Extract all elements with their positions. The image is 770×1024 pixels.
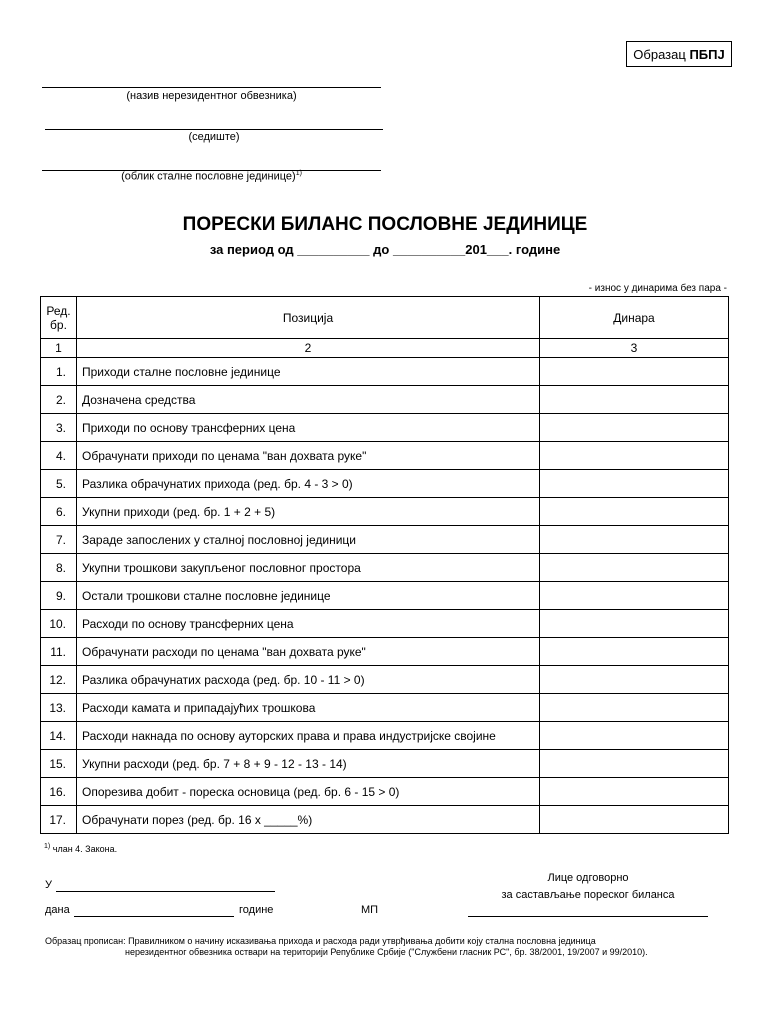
place-label: У [45,879,52,891]
table-row [41,414,729,442]
footnote-text: члан 4. Закона. [52,844,118,854]
row-number: 1. [41,358,77,386]
table-row [41,694,729,722]
row-amount-cell[interactable] [540,554,729,582]
row-number: 12. [41,666,77,694]
page-title: ПОРЕСКИ БИЛАНС ПОСЛОВНЕ ЈЕДИНИЦЕ [182,214,588,235]
row-amount-cell[interactable] [540,750,729,778]
seal-label: МП [361,904,379,916]
row-number: 7. [41,526,77,554]
row-amount-cell[interactable] [540,470,729,498]
row-amount-cell[interactable] [540,806,729,834]
row-amount-cell[interactable] [540,666,729,694]
taxpayer-name-line[interactable] [42,87,381,88]
row-position: Приходи сталне пословне јединице [77,358,540,386]
column-number-3: 3 [540,339,729,358]
row-position: Обрачунати расходи по ценама "ван дохвата руке" [77,638,540,666]
signature-line[interactable] [468,916,708,917]
form-code-badge [626,41,732,67]
row-position: Расходи камата и припадајућих трошкова [77,694,540,722]
legal-note-line2: нерезидентног обвезника оствари на територији Републике Србије ("Службени гласник РС", бр. 38/2001, 19/2007 и 99/2010). [125,947,648,957]
row-amount-cell[interactable] [540,358,729,386]
legal-note-line1: Образац прописан: Правилником о начину исказивања прихода и расхода ради утврђивања добити коју стална пословна јединица [45,936,596,946]
date-label: дана [45,904,70,916]
unit-form-caption-wrap [42,170,381,183]
row-position: Обрачунати приходи по ценама "ван дохвата руке" [77,442,540,470]
table-row [41,470,729,498]
footnote-mark: 1) [44,843,51,850]
table-row [41,554,729,582]
row-amount-cell[interactable] [540,582,729,610]
date-line[interactable] [74,916,234,917]
table-row [41,610,729,638]
responsible-line1: Лице одговорно [547,872,629,884]
table-row [41,778,729,806]
seat-caption: (седиште) [188,131,240,143]
legal-note [45,936,648,958]
row-number: 16. [41,778,77,806]
column-number-1: 1 [41,339,77,358]
form-code-prefix: Образац [633,47,686,62]
row-number: 5. [41,470,77,498]
header-amount: Динара [540,297,729,339]
row-number: 13. [41,694,77,722]
row-number: 10. [41,610,77,638]
row-amount-cell[interactable] [540,414,729,442]
row-position: Зараде запослених у сталној пословној јединици [77,526,540,554]
table-row [41,750,729,778]
seat-line[interactable] [45,129,383,130]
row-position: Дозначена средства [77,386,540,414]
row-number: 4. [41,442,77,470]
row-position: Разлика обрачунатих расхода (ред. бр. 10 - 11 > 0) [77,666,540,694]
row-position: Укупни расходи (ред. бр. 7 + 8 + 9 - 12 - 13 - 14) [77,750,540,778]
row-amount-cell[interactable] [540,386,729,414]
row-number: 6. [41,498,77,526]
table-header-row [41,297,729,339]
column-number-2: 2 [77,339,540,358]
table-row [41,358,729,386]
row-amount-cell[interactable] [540,526,729,554]
unit-form-footnote-mark: 1) [295,170,302,177]
period-line: за период од __________ до __________201___. године [209,242,561,257]
row-position: Опорезива добит - пореска основица (ред. бр. 6 - 15 > 0) [77,778,540,806]
taxpayer-name-caption: (назив нерезидентног обвезника) [126,90,297,102]
row-amount-cell[interactable] [540,694,729,722]
row-amount-cell[interactable] [540,722,729,750]
table-row [41,638,729,666]
row-number: 8. [41,554,77,582]
table-row [41,498,729,526]
responsible-line2: за састављање пореског биланса [501,889,675,901]
row-position: Приходи по основу трансферних цена [77,414,540,442]
tax-balance-table [40,296,729,834]
row-position: Расходи накнада по основу ауторских права и права индустријске својине [77,722,540,750]
place-line[interactable] [56,891,275,892]
table-row [41,386,729,414]
table-row [41,442,729,470]
row-amount-cell[interactable] [540,498,729,526]
row-number: 17. [41,806,77,834]
table-row [41,722,729,750]
header-position: Позиција [77,297,540,339]
form-code: ПБПЈ [689,47,725,62]
row-amount-cell[interactable] [540,638,729,666]
table-row [41,806,729,834]
row-position: Разлика обрачунатих прихода (ред. бр. 4 - 3 > 0) [77,470,540,498]
header-row-number: Ред. бр. [41,297,77,339]
table-row [41,582,729,610]
row-amount-cell[interactable] [540,778,729,806]
row-number: 15. [41,750,77,778]
row-position: Укупни приходи (ред. бр. 1 + 2 + 5) [77,498,540,526]
unit-form-caption: (облик сталне пословне јединице) [121,170,296,183]
row-number: 14. [41,722,77,750]
table-row [41,666,729,694]
row-position: Расходи по основу трансферних цена [77,610,540,638]
row-position: Укупни трошкови закупљеног пословног простора [77,554,540,582]
row-amount-cell[interactable] [540,610,729,638]
table-column-numbers-row [41,339,729,358]
amount-note: - износ у динарима без пара - [588,283,727,294]
table-row [41,526,729,554]
row-number: 11. [41,638,77,666]
row-number: 3. [41,414,77,442]
row-position: Обрачунати порез (ред. бр. 16 x _____%) [77,806,540,834]
row-position: Остали трошкови сталне пословне јединице [77,582,540,610]
row-amount-cell[interactable] [540,442,729,470]
row-number: 9. [41,582,77,610]
date-suffix: године [239,904,274,916]
row-number: 2. [41,386,77,414]
footnote [44,843,117,854]
